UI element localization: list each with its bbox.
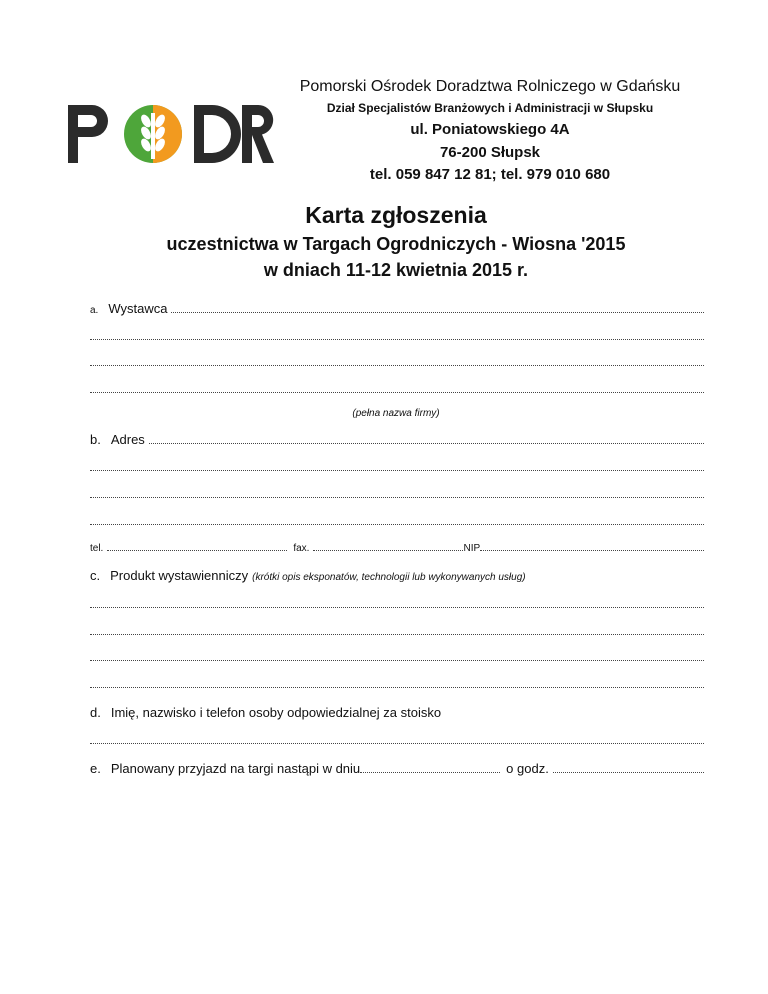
- form-subtitle-line1: uczestnictwa w Targach Ogrodniczych - Wiosna '2015: [166, 234, 626, 254]
- responsible-person-field[interactable]: [90, 742, 704, 744]
- product-field-line2[interactable]: [90, 633, 704, 635]
- exhibitor-row: [90, 300, 704, 316]
- section-letter-d: d.: [90, 705, 101, 720]
- address-field-line2[interactable]: [90, 469, 704, 471]
- responsible-person-row: [90, 704, 704, 720]
- department-name: Dział Specjalistów Branżowych i Administracji w Słupsku: [326, 101, 654, 115]
- city-address: 76-200 Słupsk: [439, 144, 541, 161]
- product-label: Produkt wystawienniczy: [110, 568, 249, 583]
- section-letter-b: b.: [90, 432, 101, 447]
- address-field[interactable]: [149, 442, 704, 444]
- product-row: [90, 567, 704, 583]
- form-title: Karta zgłoszenia: [305, 202, 487, 228]
- podr-logo: [66, 103, 274, 165]
- responsible-person-label: Imię, nazwisko i telefon osoby odpowiedzialnej za stoisko: [110, 705, 442, 720]
- exhibitor-label: Wystawca: [108, 301, 168, 316]
- nip-label: NIP: [463, 543, 481, 554]
- exhibitor-field-line4[interactable]: [90, 391, 704, 393]
- product-field-line1[interactable]: [90, 606, 704, 608]
- arrival-time-label: o godz.: [506, 761, 549, 776]
- product-field-line3[interactable]: [90, 659, 704, 661]
- exhibitor-field-line3[interactable]: [90, 364, 704, 366]
- tel-field[interactable]: [107, 549, 287, 551]
- product-hint: (krótki opis eksponatów, technologii lub wykonywanych usług): [252, 572, 526, 583]
- section-letter-e: e.: [90, 761, 101, 776]
- arrival-label: Planowany przyjazd na targi nastąpi w dniu: [110, 761, 361, 776]
- address-field-line3[interactable]: [90, 496, 704, 498]
- section-letter-c: c.: [90, 568, 101, 583]
- fax-label: fax.: [293, 543, 310, 554]
- phone-numbers: tel. 059 847 12 81; tel. 979 010 680: [369, 166, 611, 183]
- address-field-line4[interactable]: [90, 523, 704, 525]
- arrival-row: [90, 760, 704, 776]
- exhibitor-field-line2[interactable]: [90, 338, 704, 340]
- form-subtitle-line2: w dniach 11-12 kwietnia 2015 r.: [263, 260, 529, 280]
- contact-row: [90, 538, 704, 554]
- address-row: [90, 431, 704, 447]
- tel-label: tel.: [90, 543, 104, 554]
- street-address: ul. Poniatowskiego 4A: [410, 121, 570, 138]
- arrival-date-field[interactable]: [360, 771, 500, 773]
- exhibitor-field[interactable]: [171, 311, 704, 313]
- product-field-line4[interactable]: [90, 686, 704, 688]
- exhibitor-note: (pełna nazwa firmy): [352, 408, 440, 419]
- nip-field[interactable]: [480, 549, 704, 551]
- section-letter-a: a.: [90, 305, 99, 316]
- arrival-time-field[interactable]: [553, 771, 704, 773]
- org-name: Pomorski Ośrodek Doradztwa Rolniczego w Gdańsku: [299, 78, 681, 95]
- fax-field[interactable]: [313, 549, 463, 551]
- address-label: Adres: [110, 432, 145, 447]
